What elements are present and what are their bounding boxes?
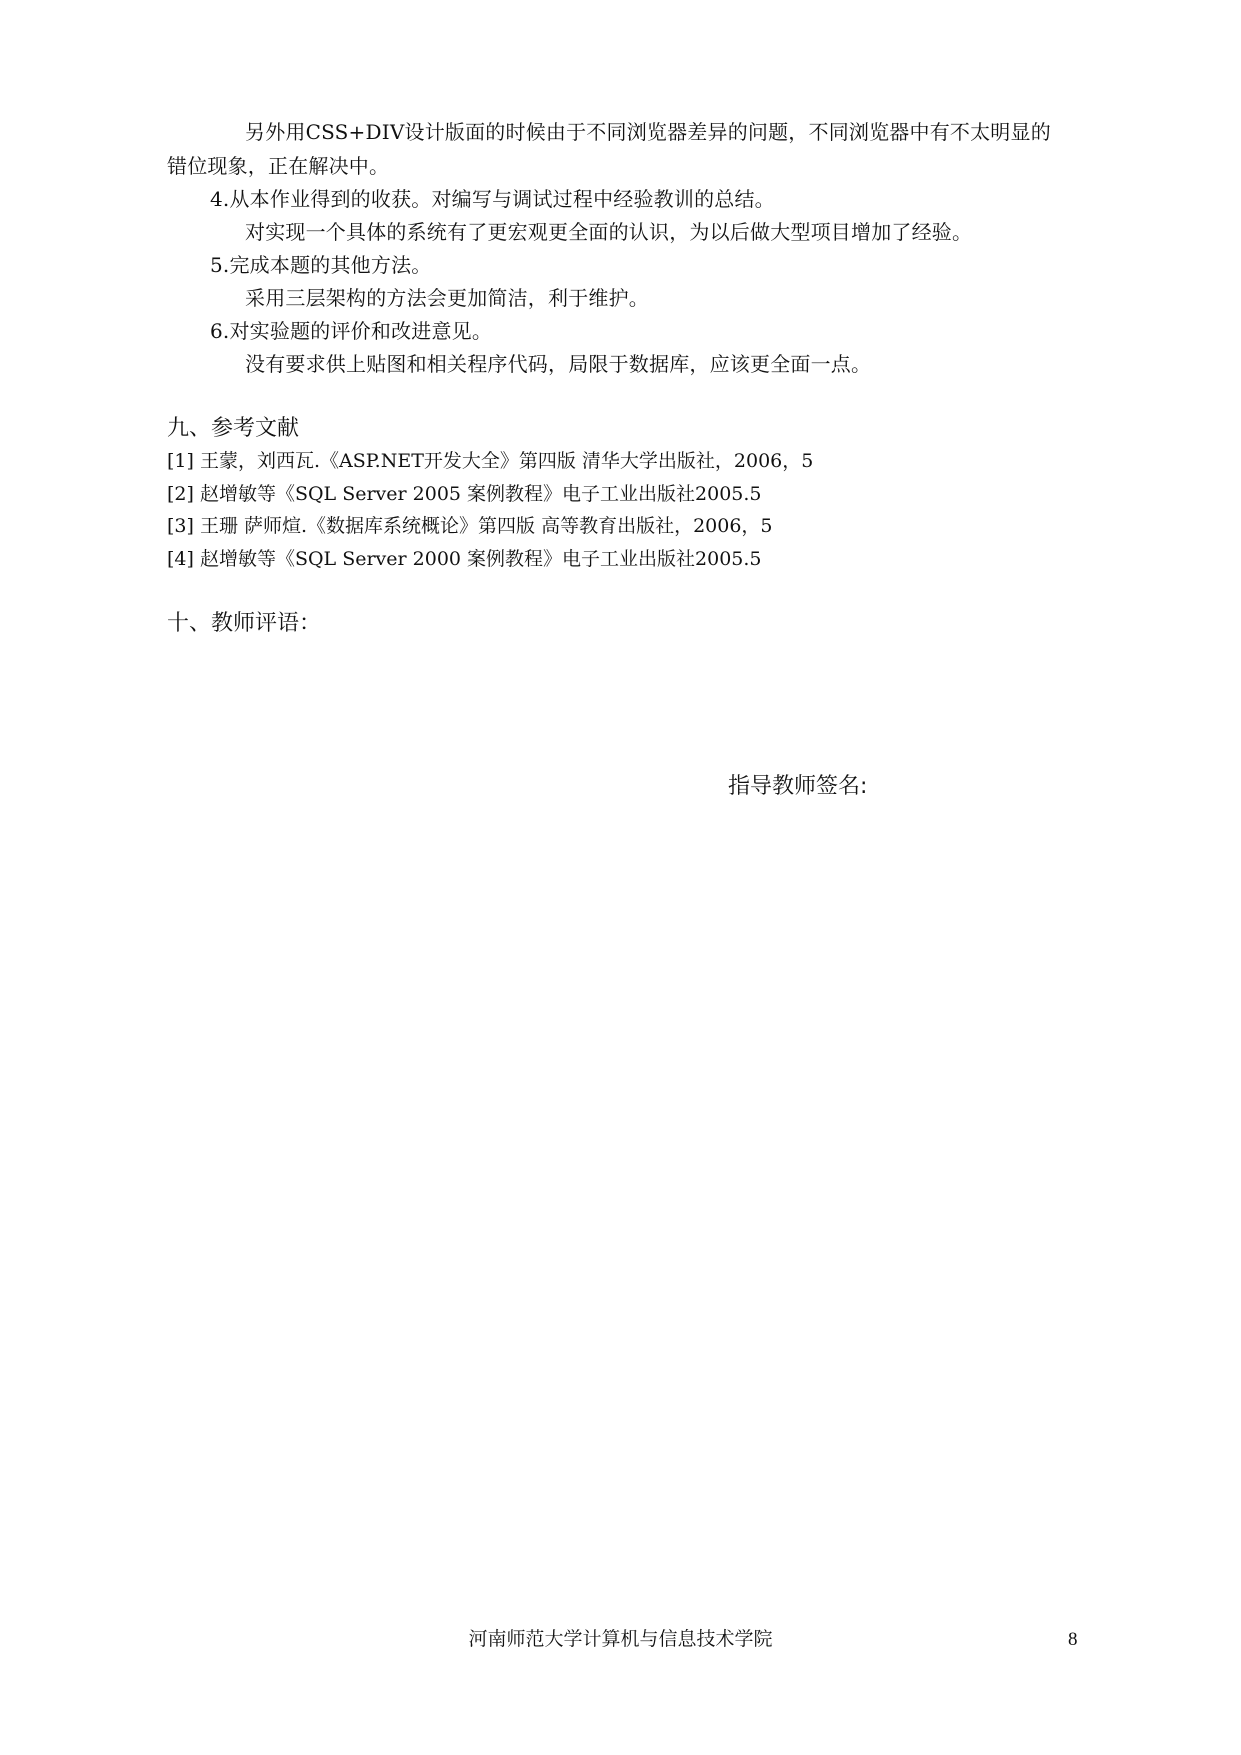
reference-item-1: [1] 王蒙，刘西瓦.《ASP.NET开发大全》第四版 清华大学出版社，2006，5 <box>167 450 814 472</box>
list-item-6-answer: 没有要求供上贴图和相关程序代码，局限于数据库，应该更全面一点。 <box>245 352 872 376</box>
references-heading: 九、参考文献 <box>167 416 300 441</box>
teacher-comment-heading: 十、教师评语： <box>167 611 322 636</box>
list-item-5-label: 5.完成本题的其他方法。 <box>210 253 432 277</box>
paragraph-line-2: 错位现象，正在解决中。 <box>167 154 390 178</box>
page-number: 8 <box>1068 1629 1078 1650</box>
list-item-4-answer: 对实现一个具体的系统有了更宏观更全面的认识，为以后做大型项目增加了经验。 <box>245 220 973 244</box>
list-item-4-label: 4.从本作业得到的收获。对编写与调试过程中经验教训的总结。 <box>210 187 775 211</box>
reference-item-3: [3] 王珊 萨师煊.《数据库系统概论》第四版 高等教育出版社，2006，5 <box>167 515 773 537</box>
reference-item-4: [4] 赵增敏等《SQL Server 2000 案例教程》电子工业出版社2005.5 <box>167 548 762 570</box>
footer-institution: 河南师范大学计算机与信息技术学院 <box>468 1629 773 1650</box>
supervisor-signature-label: 指导教师签名: <box>728 774 868 799</box>
paragraph-line-1: 另外用CSS+DIV设计版面的时候由于不同浏览器差异的问题，不同浏览器中有不太明显的 <box>245 120 1051 144</box>
list-item-5-answer: 采用三层架构的方法会更加简洁，利于维护。 <box>245 286 649 310</box>
list-item-6-label: 6.对实验题的评价和改进意见。 <box>210 319 493 343</box>
reference-item-2: [2] 赵增敏等《SQL Server 2005 案例教程》电子工业出版社2005.5 <box>167 483 762 505</box>
